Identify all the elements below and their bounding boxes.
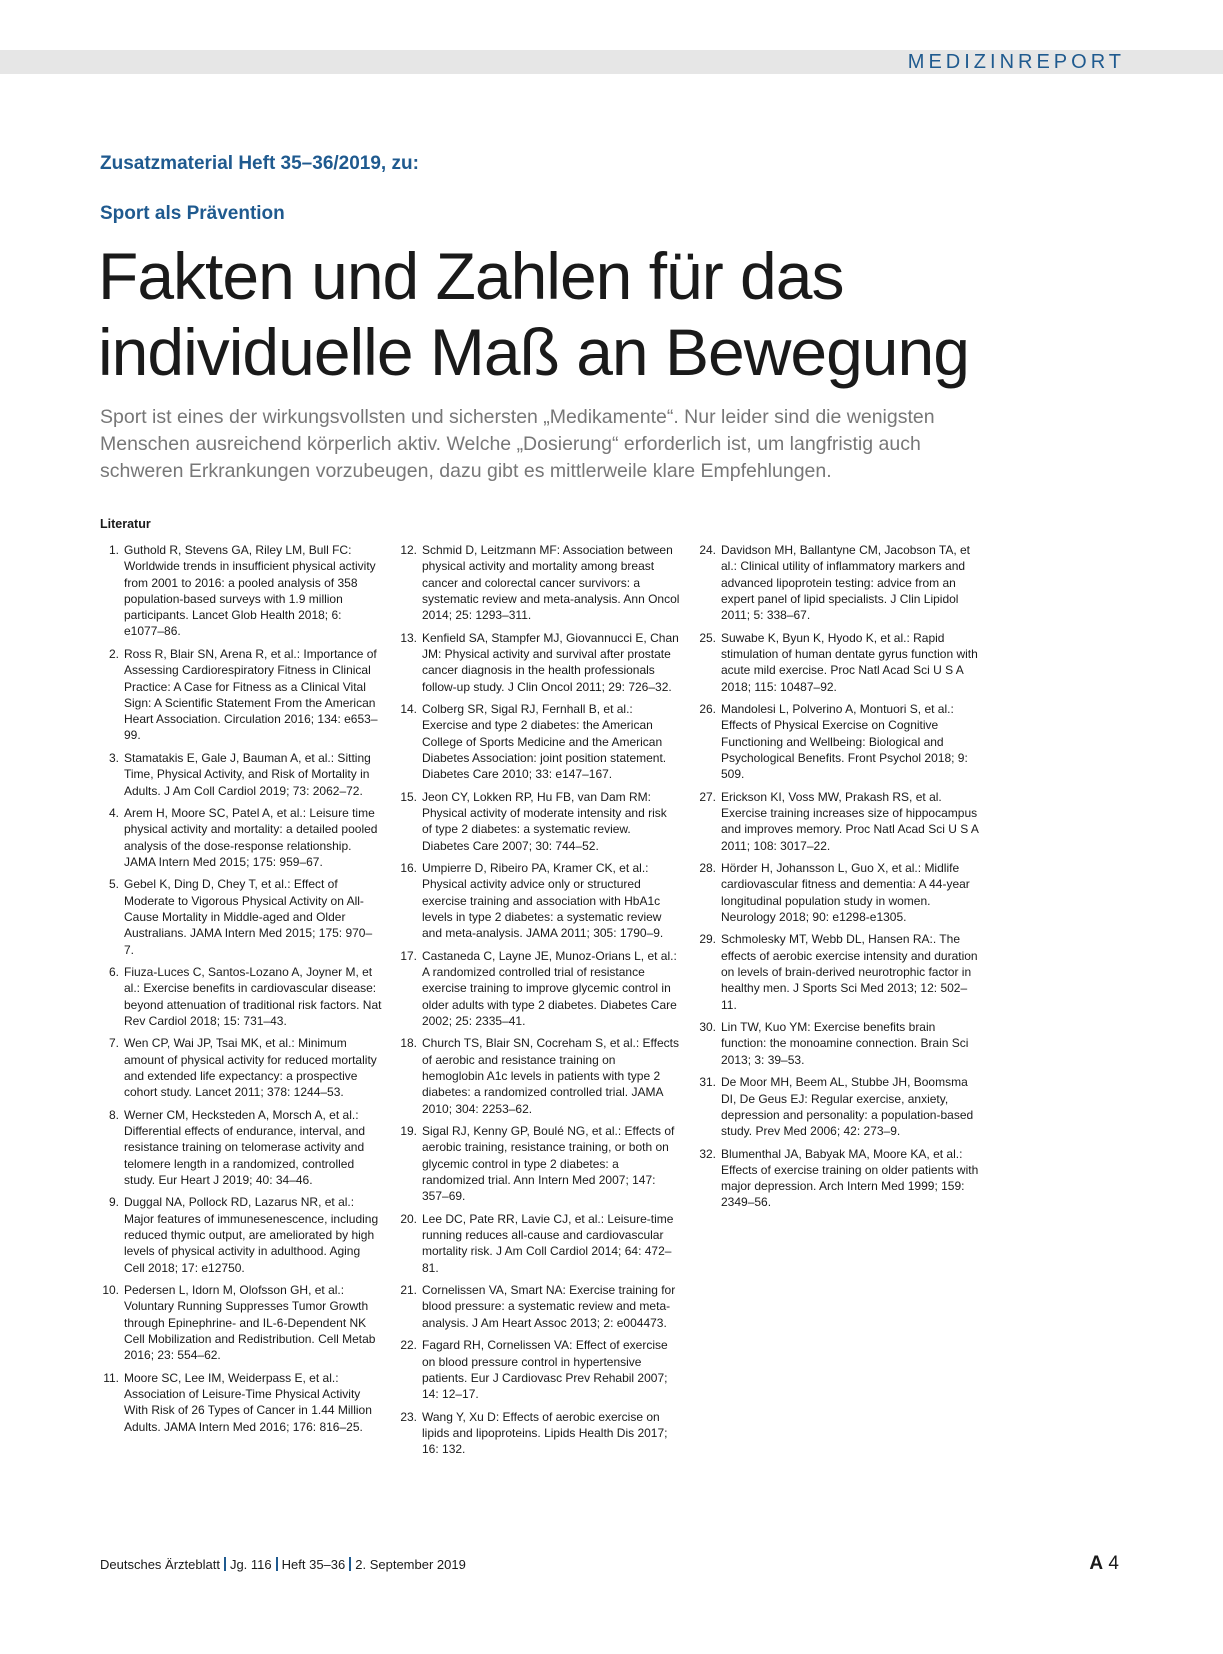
reference-text: Ross R, Blair SN, Arena R, et al.: Importance of Assessing Cardiorespiratory Fitness in Clinical Practice: A Case for Fitness as a Clinical Vital Sign: A Scientific Statement From the American Heart Association. Circulation 2016; 134: e653–99.	[124, 646, 378, 743]
reference-number: 15.	[400, 789, 417, 804]
footer-separator	[349, 1557, 351, 1571]
reference-item	[100, 1035, 382, 1100]
title-line-2: individuelle Maß an Bewegung	[98, 315, 969, 389]
reference-item	[398, 948, 680, 1029]
reference-text: Moore SC, Lee IM, Weiderpass E, et al.: Association of Leisure-Time Physical Activity With Risk of 26 Types of Cancer in 1.44 Million Adults. JAMA Intern Med 2016; 176: 816–25.	[124, 1370, 372, 1434]
reference-number: 32.	[699, 1146, 716, 1161]
reference-text: Suwabe K, Byun K, Hyodo K, et al.: Rapid stimulation of human dentate gyrus function with acute mild exercise. Proc Natl Acad Sci U S A 2018; 115: 10487–92.	[721, 630, 978, 694]
page-prefix: A	[1089, 1553, 1104, 1574]
reference-text: Cornelissen VA, Smart NA: Exercise training for blood pressure: a systematic review and meta-analysis. J Am Heart Assoc 2013; 2: e004473.	[422, 1283, 676, 1330]
title-line-1: Fakten und Zahlen für das	[98, 239, 844, 313]
reference-item	[398, 860, 680, 941]
page-number	[1089, 1553, 1119, 1575]
reference-text: Colberg SR, Sigal RJ, Fernhall B, et al.: Exercise and type 2 diabetes: the American College of Sports Medicine and the American Diabetes Association: joint position statement. Diabetes Care 2010; 33: e147–167.	[422, 702, 667, 782]
reference-item	[100, 1370, 382, 1435]
reference-number: 28.	[699, 861, 716, 876]
reference-item	[398, 1035, 680, 1116]
reference-number: 7.	[108, 1036, 119, 1051]
reference-text: Guthold R, Stevens GA, Riley LM, Bull FC: Worldwide trends in insufficient physical activity from 2001 to 2016: a pooled analysis of 358 population-based surveys with 1.9 million participants. Lancet Glob Health 2018; 6: e1077–86.	[124, 543, 376, 639]
reference-text: Kenfield SA, Stampfer MJ, Giovannucci E, Chan JM: Physical activity and survival after prostate cancer diagnosis in the health professionals follow-up study. J Clin Oncol 2011; 29: 726–32.	[422, 630, 679, 694]
reference-text: Werner CM, Hecksteden A, Morsch A, et al.: Differential effects of endurance, interval, and resistance training on telomerase activity and telomere length in a randomized, controlled study. Eur Heart J 2019; 40: 34–46.	[124, 1107, 366, 1187]
reference-number: 2.	[108, 646, 119, 661]
footer-separator	[224, 1557, 226, 1571]
reference-text: Schmid D, Leitzmann MF: Association between physical activity and mortality among breast cancer and colorectal cancer survivors: a systematic review and meta-analysis. Ann Oncol 2014; 25: 1293–311.	[422, 543, 680, 623]
reference-text: Erickson KI, Voss MW, Prakash RS, et al. Exercise training increases size of hippocampus and improves memory. Proc Natl Acad Sci U S A 2011; 108: 3017–22.	[721, 789, 979, 853]
journal-issue: Heft 35–36	[281, 1557, 346, 1572]
reference-text: Hörder H, Johansson L, Guo X, et al.: Midlife cardiovascular fitness and dementia: A 44-year longitudinal population study in women. Neurology 2018; 90: e1298-e1305.	[721, 861, 970, 924]
journal-volume: Jg. 116	[229, 1557, 272, 1572]
reference-item	[398, 1211, 680, 1276]
reference-number: 21.	[400, 1283, 417, 1298]
reference-item	[100, 542, 382, 640]
reference-item	[697, 1074, 979, 1139]
reference-item	[398, 630, 680, 695]
reference-item	[398, 1409, 680, 1458]
reference-number: 12.	[400, 543, 417, 557]
literature-heading: Literatur	[100, 517, 151, 531]
reference-column-3	[697, 542, 979, 1217]
reference-number: 11.	[103, 1370, 119, 1385]
reference-text: Lin TW, Kuo YM: Exercise benefits brain function: the monoamine connection. Brain Sci 2013; 3: 39–53.	[721, 1020, 969, 1067]
reference-text: Schmolesky MT, Webb DL, Hansen RA:. The effects of aerobic exercise intensity and duration on levels of brain-derived neurotrophic factor in healthy men. J Sports Sci Med 2013; 12: 502–11.	[721, 932, 978, 1012]
lead-paragraph: Sport ist eines der wirkungsvollsten und sichersten „Medikamente“. Nur leider sind die wenigsten Menschen ausreichend körperlich aktiv. Welche „Dosierung“ erforderlich ist, um langfristig auch schweren Erkrankungen vorzubeugen, dazu gibt es mittlerweile klare Empfehlungen.	[100, 406, 935, 482]
reference-number: 1.	[108, 543, 119, 557]
reference-number: 25.	[699, 630, 716, 645]
reference-text: Duggal NA, Pollock RD, Lazarus NR, et al.: Major features of immunesenescence, including reduced thymic output, are ameliorated by high levels of physical activity in adulthood. Aging Cell 2018; 17: e12750.	[124, 1195, 379, 1275]
reference-number: 8.	[108, 1107, 119, 1122]
reference-item	[697, 630, 979, 695]
reference-item	[100, 964, 382, 1029]
article-kicker: Sport als Prävention	[100, 203, 285, 224]
reference-text: Lee DC, Pate RR, Lavie CJ, et al.: Leisure-time running reduces all-cause and cardiovascular mortality risk. J Am Coll Cardiol 2014; 64: 472–81.	[422, 1211, 674, 1275]
reference-number: 23.	[400, 1409, 417, 1424]
reference-text: Sigal RJ, Kenny GP, Boulé NG, et al.: Effects of aerobic training, resistance training, or both on glycemic control in type 2 diabetes: a randomized trial. Ann Intern Med 2007; 147: 357–69.	[422, 1124, 675, 1204]
reference-text: Castaneda C, Layne JE, Munoz-Orians L, et al.: A randomized controlled trial of resistance exercise training to improve glycemic control in older adults with type 2 diabetes. Diabetes Care 2002; 25: 2335–41.	[422, 948, 677, 1028]
reference-item	[100, 1107, 382, 1188]
supplement-note: Zusatzmaterial Heft 35–36/2019, zu:	[100, 153, 419, 174]
reference-item	[697, 542, 979, 623]
reference-column-1	[100, 542, 382, 1441]
issue-date: 2. September 2019	[355, 1557, 466, 1572]
reference-text: Mandolesi L, Polverino A, Montuori S, et al.: Effects of Physical Exercise on Cognitive Functioning and Wellbeing: Biological and Psychological Benefits. Front Psychol 2018; 9: 509.	[721, 702, 968, 782]
section-label: MEDIZINREPORT	[907, 51, 1125, 73]
reference-item	[100, 1282, 382, 1363]
reference-number: 24.	[699, 543, 716, 557]
reference-item	[697, 789, 979, 854]
reference-text: Pedersen L, Idorn M, Olofsson GH, et al.: Voluntary Running Suppresses Tumor Growth through Epinephrine- and IL-6-Dependent NK Cell Mobilization and Redistribution. Cell Metab 2016; 23: 554–62.	[124, 1283, 376, 1363]
reference-number: 13.	[400, 630, 417, 645]
reference-text: Jeon CY, Lokken RP, Hu FB, van Dam RM: Physical activity of moderate intensity and risk of type 2 diabetes: a systematic review. Diabetes Care 2007; 30: 744–52.	[422, 789, 667, 853]
reference-item	[697, 1146, 979, 1211]
article-title	[98, 238, 1098, 390]
reference-item	[697, 860, 979, 925]
reference-number: 17.	[400, 948, 417, 963]
reference-number: 31.	[699, 1075, 716, 1090]
reference-number: 20.	[400, 1211, 417, 1226]
reference-item	[100, 805, 382, 870]
reference-item	[100, 876, 382, 957]
reference-item	[100, 646, 382, 744]
reference-text: Stamatakis E, Gale J, Bauman A, et al.: Sitting Time, Physical Activity, and Risk of Mortality in Adults. J Am Coll Cardiol 2019; 73: 2062–72.	[124, 750, 371, 798]
reference-text: De Moor MH, Beem AL, Stubbe JH, Boomsma DI, De Geus EJ: Regular exercise, anxiety, depression and personality: a population-based study. Prev Med 2006; 42: 273–9.	[721, 1075, 974, 1139]
reference-number: 30.	[699, 1020, 716, 1035]
reference-text: Wen CP, Wai JP, Tsai MK, et al.: Minimum amount of physical activity for reduced mortality and extended life expectancy: a prospective cohort study. Lancet 2011; 378: 1244–53.	[124, 1036, 377, 1100]
reference-number: 6.	[108, 965, 119, 980]
reference-number: 18.	[400, 1036, 417, 1051]
reference-number: 26.	[699, 702, 716, 717]
footer-separator	[276, 1557, 278, 1571]
reference-item	[398, 701, 680, 782]
reference-column-2	[398, 542, 680, 1464]
reference-text: Church TS, Blair SN, Cocreham S, et al.: Effects of aerobic and resistance training on hemoglobin A1c levels in patients with type 2 diabetes: a randomized controlled trial. JAMA 2010; 304: 2253–62.	[422, 1036, 679, 1116]
reference-number: 5.	[108, 877, 119, 892]
reference-number: 10.	[102, 1283, 119, 1298]
reference-item	[100, 1194, 382, 1275]
reference-number: 4.	[108, 806, 119, 821]
reference-item	[398, 1337, 680, 1402]
reference-number: 14.	[400, 702, 417, 717]
reference-text: Gebel K, Ding D, Chey T, et al.: Effect of Moderate to Vigorous Physical Activity on All-Cause Mortality in Middle-aged and Older Australians. JAMA Intern Med 2015; 175: 970–7.	[124, 877, 373, 957]
reference-text: Fiuza-Luces C, Santos-Lozano A, Joyner M, et al.: Exercise benefits in cardiovascular disease: beyond attenuation of traditional risk factors. Nat Rev Cardiol 2018; 15: 731–43.	[124, 965, 382, 1028]
footer	[100, 1557, 466, 1572]
reference-item	[100, 750, 382, 799]
reference-item	[398, 542, 680, 623]
reference-number: 29.	[699, 932, 716, 947]
reference-text: Davidson MH, Ballantyne CM, Jacobson TA, et al.: Clinical utility of inflammatory markers and advanced lipoprotein testing: advice from an expert panel of lipid specialists. J Clin Lipidol 2011; 5: 338–67.	[721, 543, 970, 623]
reference-number: 19.	[400, 1124, 417, 1139]
journal-name: Deutsches Ärzteblatt	[100, 1557, 220, 1572]
reference-number: 9.	[108, 1195, 119, 1210]
reference-number: 16.	[400, 861, 417, 876]
reference-item	[697, 701, 979, 782]
reference-number: 27.	[699, 789, 716, 804]
reference-text: Arem H, Moore SC, Patel A, et al.: Leisure time physical activity and mortality: a detailed pooled analysis of the dose-response relationship. JAMA Intern Med 2015; 175: 959–67.	[124, 806, 378, 869]
reference-item	[398, 789, 680, 854]
reference-item	[697, 1019, 979, 1068]
reference-number: 3.	[108, 750, 119, 765]
page-number-value: 4	[1108, 1553, 1119, 1574]
reference-text: Umpierre D, Ribeiro PA, Kramer CK, et al.: Physical activity advice only or structured exercise training and association with HbA1c levels in type 2 diabetes: a systematic review and meta-analysis. JAMA 2011; 305: 1790–9.	[422, 861, 664, 941]
reference-text: Blumenthal JA, Babyak MA, Moore KA, et al.: Effects of exercise training on older patients with major depression. Arch Intern Med 1999; 159: 2349–56.	[721, 1146, 979, 1210]
reference-item	[398, 1123, 680, 1204]
reference-text: Wang Y, Xu D: Effects of aerobic exercise on lipids and lipoproteins. Lipids Health Dis 2017; 16: 132.	[422, 1409, 668, 1457]
reference-text: Fagard RH, Cornelissen VA: Effect of exercise on blood pressure control in hypertensive patients. Eur J Cardiovasc Prev Rehabil 2007; 14: 12–17.	[422, 1338, 668, 1402]
reference-item	[697, 931, 979, 1012]
reference-number: 22.	[400, 1338, 417, 1353]
reference-item	[398, 1282, 680, 1331]
